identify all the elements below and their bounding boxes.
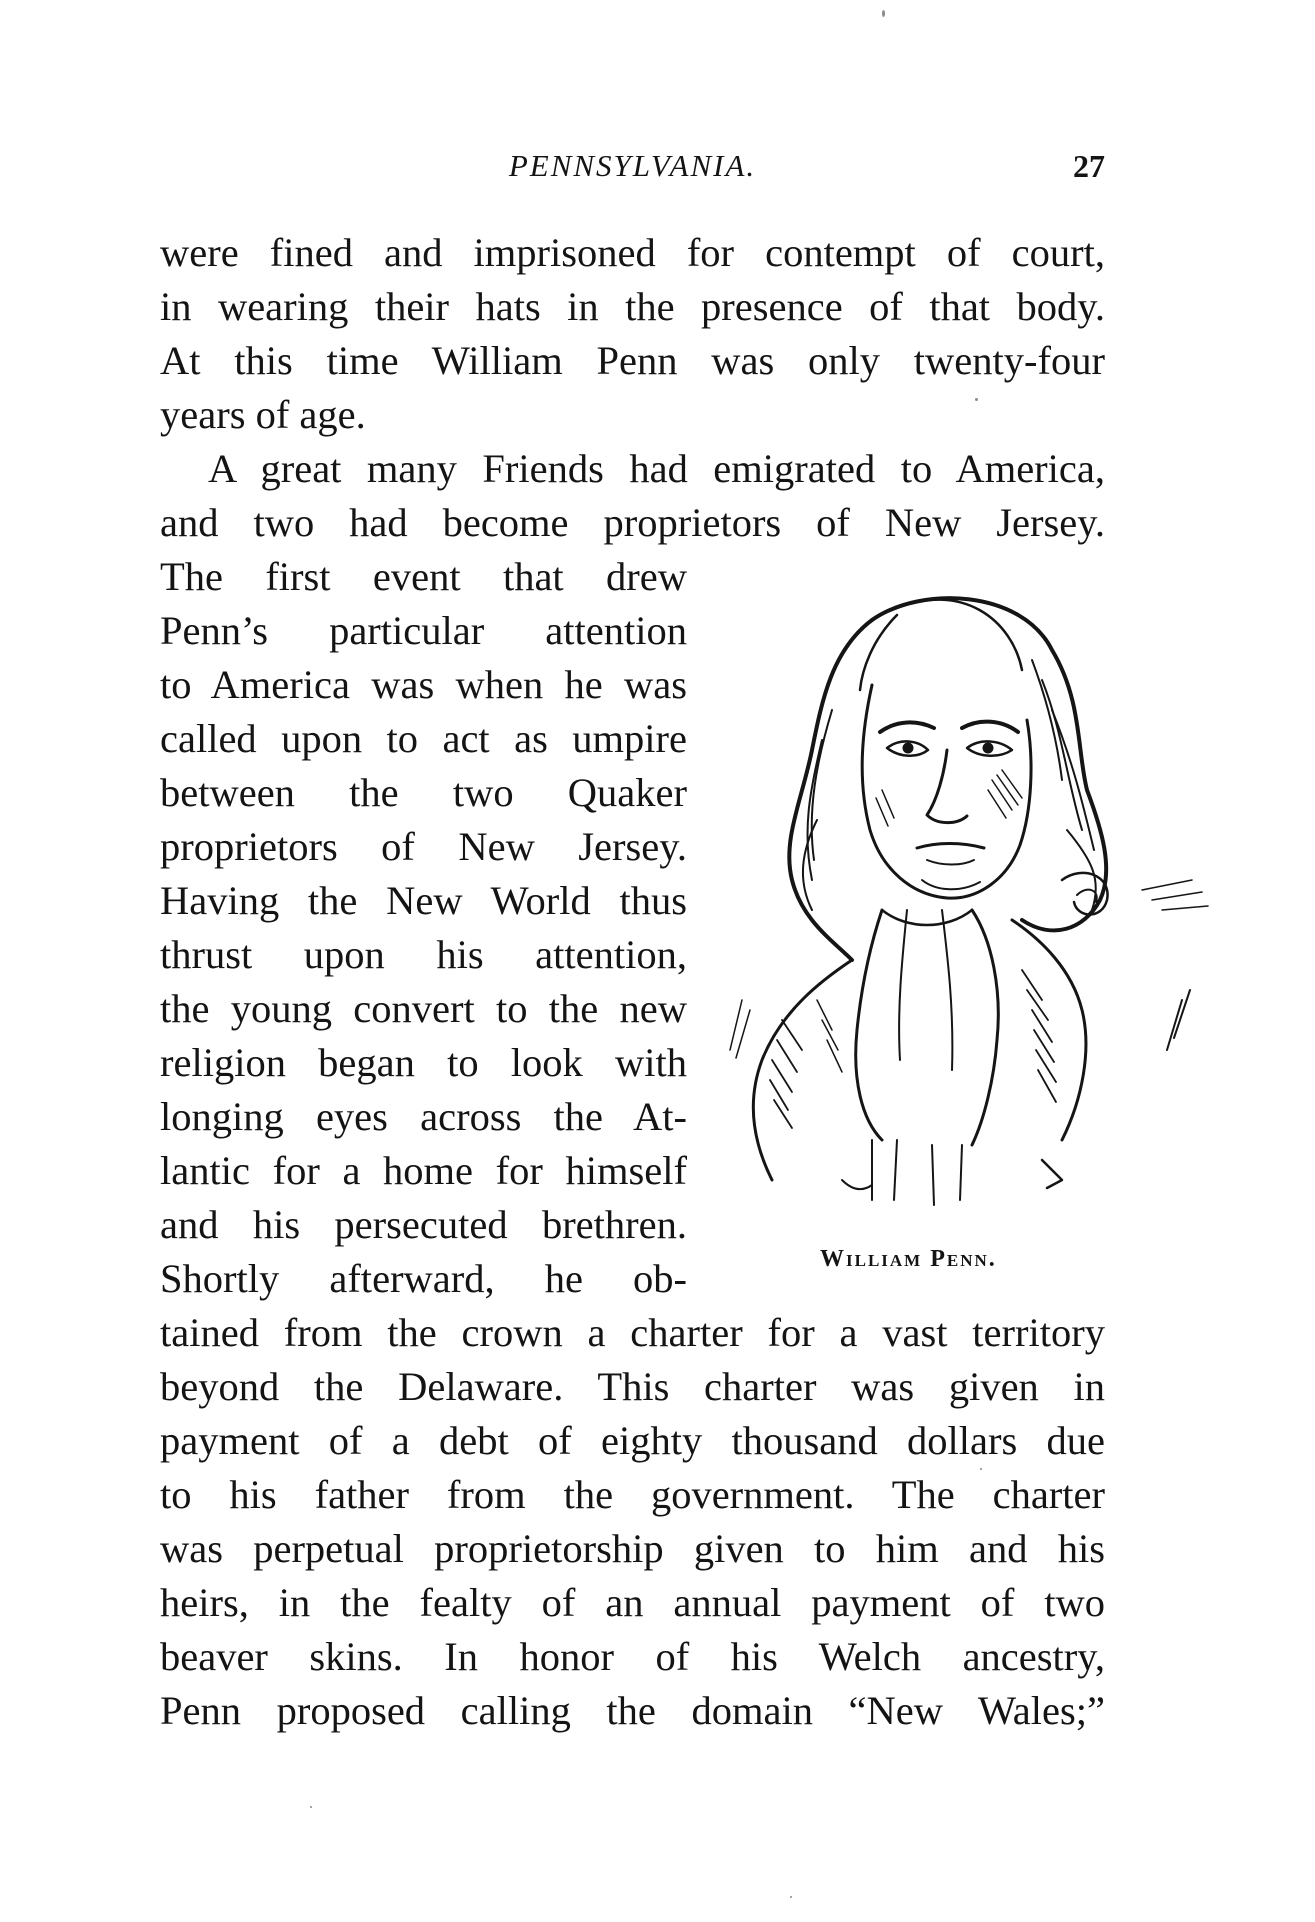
text-line: Penn proposed calling the domain “New Wales;” [160,1688,1105,1733]
text-line: was perpetual proprietorship given to him and his [160,1526,1105,1571]
text-line: and two had become proprietors of New Jersey. [160,500,1105,545]
paper-speck [790,1896,792,1898]
text-line: beaver skins. In honor of his Welch ancestry, [160,1634,1105,1679]
text-line: Shortly afterward, he ob- [160,1256,687,1301]
text-line: to America was when he was [160,662,687,707]
text-line: heirs, in the fealty of an annual payment of two [160,1580,1105,1625]
paper-speck [310,1806,312,1808]
figure-caption: William Penn. [820,1246,997,1272]
text-line: years of age. [160,392,366,437]
text-line: lantic for a home for himself [160,1148,687,1193]
running-head [160,148,1105,192]
running-title: PENNSYLVANIA. [508,148,757,183]
text-line: beyond the Delaware. This charter was given in [160,1364,1105,1409]
text-line: between the two Quaker [160,770,687,815]
text-line: were fined and imprisoned for contempt of court, [160,230,1105,275]
text-line: in wearing their hats in the presence of that body. [160,284,1105,329]
text-line: and his persecuted brethren. [160,1202,687,1247]
text-line: to his father from the government. The charter [160,1472,1105,1517]
page-number: 27 [1073,148,1105,184]
text-line: tained from the crown a charter for a vast territory [160,1310,1105,1355]
text-line: called upon to act as umpire [160,716,687,761]
text-line: Having the New World thus [160,878,687,923]
text-line: The first event that drew [160,554,687,599]
text-line: longing eyes across the At- [160,1094,687,1139]
text-line: thrust upon his attention, [160,932,687,977]
paper-speck [975,398,978,401]
text-line: proprietors of New Jersey. [160,824,687,869]
text-line: A great many Friends had emigrated to America, [208,446,1105,491]
text-line: At this time William Penn was only twenty-four [160,338,1105,383]
text-line: Penn’s particular attention [160,608,687,653]
text-line: religion began to look with [160,1040,687,1085]
paper-speck [980,1468,982,1470]
paper-speck [882,10,885,17]
text-line: the young convert to the new [160,986,687,1031]
text-line: payment of a debt of eighty thousand dollars due [160,1418,1105,1463]
william-penn-portrait [722,580,1240,1240]
